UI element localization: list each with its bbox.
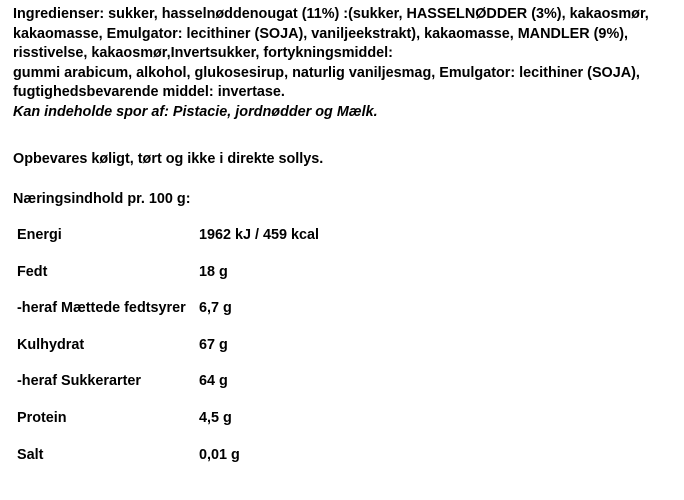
ingredients-line: kakaomasse, Emulgator: lecithiner (SOJA), vaniljeekstrakt), kakaomasse, MANDLER (9%), xyxy=(13,25,629,42)
nutrition-title: Næringsindhold pr. 100 g: xyxy=(13,191,191,207)
nutrition-label: Kulhydrat xyxy=(17,336,85,353)
nutrition-table xyxy=(17,226,437,482)
nutrition-row-protein xyxy=(17,409,437,446)
nutrition-row-salt xyxy=(17,446,437,483)
nutrition-label: Fedt xyxy=(17,263,48,280)
nutrition-value: 0,01 g xyxy=(199,446,240,463)
nutrition-value: 6,7 g xyxy=(199,300,232,317)
nutrition-value: 1962 kJ / 459 kcal xyxy=(199,227,320,243)
ingredients-line: risstivelse, kakaosmør,Invertsukker, fortykningsmiddel: xyxy=(13,45,393,62)
storage-instructions: Opbevares køligt, tørt og ikke i direkte sollys. xyxy=(13,151,324,167)
nutrition-value: 67 g xyxy=(199,336,228,353)
nutrition-row-carbohydrate xyxy=(17,336,437,373)
nutrition-value: 18 g xyxy=(199,263,228,280)
nutrition-value: 4,5 g xyxy=(199,409,232,426)
nutrition-label: Salt xyxy=(17,446,44,463)
ingredients-line: Ingredienser: sukker, hasselnøddenougat (11%) :(sukker, HASSELNØDDER (3%), kakaosmør, xyxy=(13,6,649,22)
nutrition-row-saturated-fat xyxy=(17,299,437,336)
nutrition-row-energy xyxy=(17,226,437,263)
ingredients-block xyxy=(13,5,681,123)
ingredients-line: fugtighedsbevarende middel: invertase. xyxy=(13,84,285,101)
nutrition-row-fat xyxy=(17,263,437,300)
nutrition-label: Energi xyxy=(17,227,62,243)
allergy-note: Kan indeholde spor af: Pistacie, jordnødder og Mælk. xyxy=(13,103,378,120)
nutrition-row-sugars xyxy=(17,372,437,409)
nutrition-label: Protein xyxy=(17,409,67,426)
nutrition-label: -heraf Mættede fedtsyrer xyxy=(17,300,186,317)
nutrition-value: 64 g xyxy=(199,373,228,390)
ingredients-line: gummi arabicum, alkohol, glukosesirup, naturlig vaniljesmag, Emulgator: lecithiner (SOJA), xyxy=(13,64,640,81)
nutrition-label: -heraf Sukkerarter xyxy=(17,373,141,390)
